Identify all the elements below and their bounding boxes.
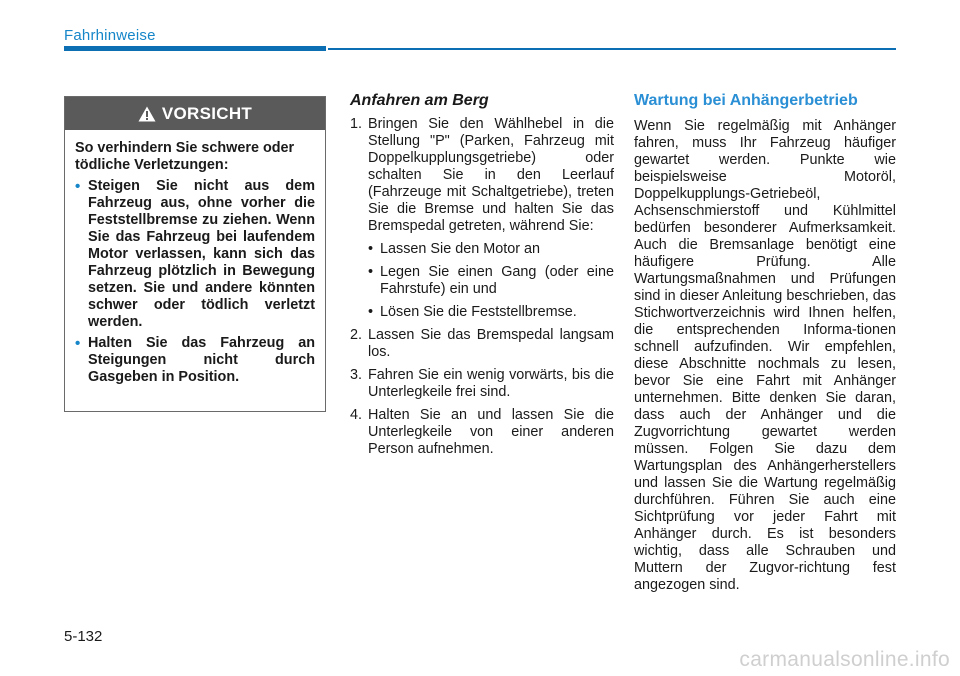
caution-item-text: Halten Sie das Fahrzeug an Steigungen nicht durch Gasgeben in Position. (88, 335, 315, 385)
step-text: Halten Sie an und lassen Sie die Unterlegkeile von einer anderen Person aufnehmen. (368, 407, 614, 457)
sub-item-text: Legen Sie einen Gang (oder eine Fahrstufe) ein und (380, 264, 614, 297)
caution-list (75, 178, 315, 386)
step-number: 2. (350, 327, 363, 343)
hill-start-steps (350, 116, 614, 458)
bullet-icon: • (75, 335, 81, 352)
step-text: Bringen Sie den Wählhebel in die Stellung "P" (Parken, Fahrzeug mit Doppelkupplungsgetriebe) oder schalten Sie in den Leerlauf (Fahrzeuge mit Schaltgetriebe), treten Sie die Bremse und halten Sie das Bremspedal getreten, während Sie: (368, 116, 614, 234)
bullet-icon: • (75, 178, 81, 195)
step-number: 1. (350, 116, 363, 132)
trailer-maintenance-section (634, 92, 896, 594)
hill-start-section (350, 92, 614, 464)
step-sublist (368, 241, 614, 321)
header-rule (328, 48, 896, 50)
caution-item (75, 178, 315, 331)
caution-header (65, 97, 325, 130)
section-title: Fahrhinweise (64, 27, 156, 44)
step-number: 4. (350, 407, 363, 423)
caution-box (64, 96, 326, 412)
hill-start-heading: Anfahren am Berg (350, 92, 489, 109)
caution-item-text: Steigen Sie nicht aus dem Fahrzeug aus, ohne vorher die Feststellbremse zu ziehen. Wenn Sie das Fahrzeug bei laufendem Motor verlassen, kann sich das Fahrzeug plötzlich in Bewegung setzen. Sie und andere könnten schwer oder tödlich verletzt werden. (88, 178, 315, 330)
caution-intro: So verhindern Sie schwere oder tödliche Verletzungen: (75, 140, 295, 173)
watermark: carmanualsonline.info (739, 648, 950, 671)
sub-item (368, 241, 614, 258)
warning-triangle-icon (138, 106, 156, 122)
sub-item-text: Lassen Sie den Motor an (380, 241, 540, 257)
sub-item (368, 264, 614, 298)
bullet-icon: • (368, 304, 374, 320)
bullet-icon: • (368, 241, 374, 257)
step-text: Fahren Sie ein wenig vorwärts, bis die Unterlegkeile frei sind. (368, 367, 614, 400)
sub-item-text: Lösen Sie die Feststellbremse. (380, 304, 577, 320)
page-number: 5-132 (64, 628, 103, 645)
maintenance-body: Wenn Sie regelmäßig mit Anhänger fahren, muss Ihr Fahrzeug häufiger gewartet werden. Punkte wie beispielsweise Motoröl, Doppelkupplungs-Getriebeöl, Achsenschmierstoff und Kühlmittel bedürfen besonderer Aufmerksamkeit. Auch die Bremsanlage benötigt eine häufigere Prüfung. Alle Wartungsmaßnahmen und Prüfungen sind in dieser Anleitung beschrieben, das Stichwortverzeichnis wird Ihnen helfen, die entsprechenden Informa-tionen schnell aufzufinden. Wir empfehlen, diese Abschnitte nochmals zu lesen, bevor Sie eine Fahrt mit Anhänger unternehmen. Bitte denken Sie daran, dass auch der Anhänger und die Zugvorrichtung gewartet werden müssen. Folgen Sie dazu dem Wartungsplan des Anhängerherstellers und lassen Sie die Wartung regelmäßig durchführen. Führen Sie auch eine Sichtprüfung vor jeder Fahrt mit Anhänger durch. Es ist besonders wichtig, dass alle Schrauben und Muttern der Zugvor-richtung fest angezogen sind. (634, 118, 896, 593)
caution-title: VORSICHT (161, 103, 253, 123)
header-rule-accent (64, 46, 326, 51)
step-item (350, 407, 614, 458)
sub-item (368, 304, 614, 321)
step-number: 3. (350, 367, 363, 383)
bullet-icon: • (368, 264, 374, 280)
step-item (350, 367, 614, 401)
step-text: Lassen Sie das Bremspedal langsam los. (368, 327, 614, 360)
maintenance-heading: Wartung bei Anhängerbetrieb (634, 92, 858, 109)
step-item (350, 327, 614, 361)
step-item (350, 116, 614, 321)
caution-item (75, 335, 315, 386)
